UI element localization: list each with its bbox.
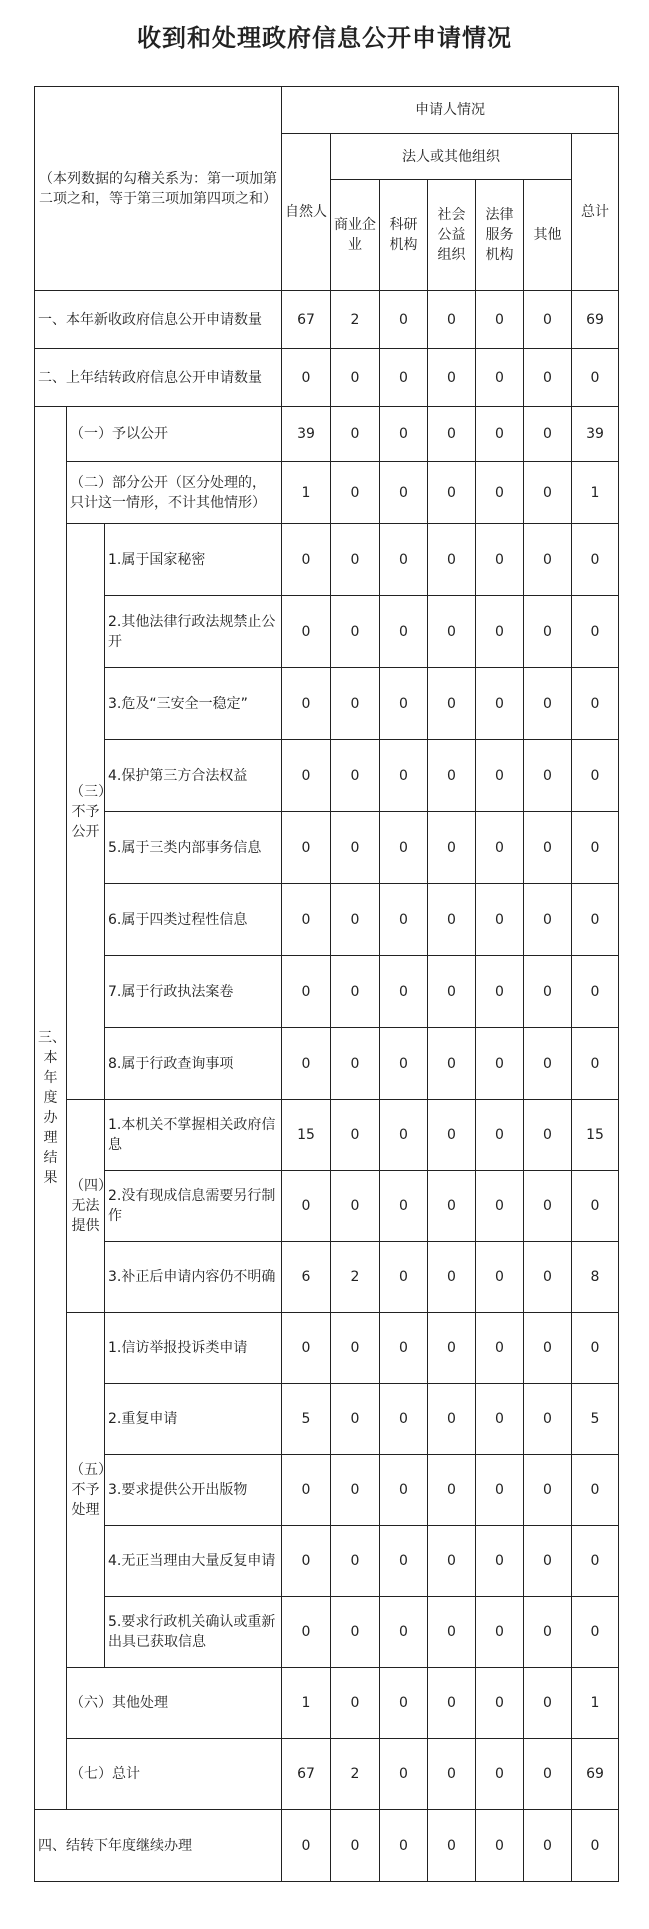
cell-value: 0 bbox=[524, 349, 572, 407]
statistics-table bbox=[34, 86, 619, 1882]
group-label: （三）不予公开 bbox=[67, 524, 105, 1100]
cell-total: 69 bbox=[572, 1739, 619, 1810]
cell-value: 0 bbox=[524, 407, 572, 462]
header-row-1 bbox=[35, 87, 619, 134]
cell-value: 0 bbox=[428, 740, 476, 812]
cell-value: 2 bbox=[331, 1242, 380, 1313]
cell-value: 0 bbox=[476, 1597, 524, 1668]
row-label: 2.没有现成信息需要另行制作 bbox=[105, 1171, 282, 1242]
cell-total: 0 bbox=[572, 349, 619, 407]
table-row bbox=[35, 1313, 619, 1384]
cell-total: 1 bbox=[572, 1668, 619, 1739]
table-row bbox=[35, 1242, 619, 1313]
cell-total: 5 bbox=[572, 1384, 619, 1455]
cell-value: 0 bbox=[380, 1597, 428, 1668]
row-label: 1.属于国家秘密 bbox=[105, 524, 282, 596]
cell-value: 0 bbox=[428, 1597, 476, 1668]
cell-value: 0 bbox=[476, 956, 524, 1028]
row-label: （六）其他处理 bbox=[67, 1668, 282, 1739]
cell-value: 0 bbox=[524, 596, 572, 668]
group-label: （四）无法提供 bbox=[67, 1100, 105, 1313]
cell-value: 0 bbox=[476, 291, 524, 349]
cell-value: 0 bbox=[331, 740, 380, 812]
cell-value: 0 bbox=[476, 524, 524, 596]
cell-total: 0 bbox=[572, 1028, 619, 1100]
cell-value: 0 bbox=[476, 1242, 524, 1313]
header-total: 总计 bbox=[572, 134, 619, 291]
cell-value: 67 bbox=[282, 1739, 331, 1810]
cell-value: 0 bbox=[524, 462, 572, 524]
header-applicant: 申请人情况 bbox=[282, 87, 619, 134]
cell-value: 0 bbox=[282, 596, 331, 668]
cell-value: 0 bbox=[428, 1668, 476, 1739]
table-row bbox=[35, 668, 619, 740]
cell-value: 0 bbox=[380, 1526, 428, 1597]
cell-value: 0 bbox=[476, 1668, 524, 1739]
cell-value: 0 bbox=[428, 462, 476, 524]
cell-value: 0 bbox=[524, 1313, 572, 1384]
table-row bbox=[35, 1100, 619, 1171]
cell-value: 67 bbox=[282, 291, 331, 349]
cell-total: 0 bbox=[572, 812, 619, 884]
cell-total: 0 bbox=[572, 740, 619, 812]
cell-value: 0 bbox=[331, 462, 380, 524]
cell-value: 0 bbox=[524, 1526, 572, 1597]
cell-value: 0 bbox=[282, 1028, 331, 1100]
cell-value: 0 bbox=[282, 1455, 331, 1526]
table-row bbox=[35, 1597, 619, 1668]
cell-value: 0 bbox=[476, 668, 524, 740]
table-row bbox=[35, 1810, 619, 1882]
row-label: 2.重复申请 bbox=[105, 1384, 282, 1455]
row-label: 3.要求提供公开出版物 bbox=[105, 1455, 282, 1526]
table-row bbox=[35, 884, 619, 956]
header-col-research: 科研机构 bbox=[380, 180, 428, 291]
cell-value: 0 bbox=[331, 1810, 380, 1882]
cell-value: 0 bbox=[476, 740, 524, 812]
cell-total: 0 bbox=[572, 1171, 619, 1242]
cell-value: 0 bbox=[331, 349, 380, 407]
cell-value: 0 bbox=[282, 956, 331, 1028]
header-legal-group: 法人或其他组织 bbox=[331, 134, 572, 180]
header-col-other: 其他 bbox=[524, 180, 572, 291]
cell-value: 0 bbox=[428, 1810, 476, 1882]
cell-value: 0 bbox=[428, 884, 476, 956]
table-row bbox=[35, 596, 619, 668]
row-label: 3.危及“三安全一稳定” bbox=[105, 668, 282, 740]
cell-value: 0 bbox=[380, 1668, 428, 1739]
cell-value: 0 bbox=[524, 1597, 572, 1668]
cell-value: 0 bbox=[380, 956, 428, 1028]
cell-value: 0 bbox=[380, 1455, 428, 1526]
cell-value: 0 bbox=[331, 596, 380, 668]
cell-value: 0 bbox=[380, 812, 428, 884]
cell-value: 0 bbox=[524, 668, 572, 740]
cell-value: 0 bbox=[380, 1242, 428, 1313]
cell-value: 0 bbox=[428, 1242, 476, 1313]
cell-total: 0 bbox=[572, 668, 619, 740]
cell-value: 0 bbox=[524, 884, 572, 956]
page-title: 收到和处理政府信息公开申请情况 bbox=[137, 24, 512, 52]
cell-value: 0 bbox=[282, 349, 331, 407]
row-label: 1.本机关不掌握相关政府信息 bbox=[105, 1100, 282, 1171]
cell-total: 15 bbox=[572, 1100, 619, 1171]
group-label: （五）不予处理 bbox=[67, 1313, 105, 1668]
row-label: 8.属于行政查询事项 bbox=[105, 1028, 282, 1100]
cell-value: 0 bbox=[428, 407, 476, 462]
cell-value: 0 bbox=[428, 1455, 476, 1526]
cell-value: 0 bbox=[524, 956, 572, 1028]
table-row bbox=[35, 812, 619, 884]
cell-value: 0 bbox=[282, 1526, 331, 1597]
cell-value: 0 bbox=[476, 812, 524, 884]
row-label: 4.保护第三方合法权益 bbox=[105, 740, 282, 812]
cell-value: 0 bbox=[282, 1171, 331, 1242]
cell-value: 0 bbox=[282, 1597, 331, 1668]
cell-value: 0 bbox=[282, 740, 331, 812]
cell-value: 0 bbox=[524, 1455, 572, 1526]
table-row bbox=[35, 1668, 619, 1739]
cell-value: 0 bbox=[380, 1313, 428, 1384]
cell-value: 0 bbox=[380, 291, 428, 349]
cell-value: 0 bbox=[282, 1810, 331, 1882]
row-label: 二、上年结转政府信息公开申请数量 bbox=[35, 349, 282, 407]
row-label: 3.补正后申请内容仍不明确 bbox=[105, 1242, 282, 1313]
row-label: （二）部分公开（区分处理的，只计这一情形，不计其他情形） bbox=[67, 462, 282, 524]
cell-total: 1 bbox=[572, 462, 619, 524]
cell-value: 0 bbox=[524, 1028, 572, 1100]
cell-total: 8 bbox=[572, 1242, 619, 1313]
row-label: 4.无正当理由大量反复申请 bbox=[105, 1526, 282, 1597]
cell-value: 0 bbox=[476, 1455, 524, 1526]
cell-value: 0 bbox=[428, 1100, 476, 1171]
cell-value: 0 bbox=[331, 524, 380, 596]
cell-value: 0 bbox=[524, 1668, 572, 1739]
header-natural-person: 自然人 bbox=[282, 134, 331, 291]
cell-value: 0 bbox=[428, 812, 476, 884]
cell-total: 0 bbox=[572, 1810, 619, 1882]
row-label: （七）总计 bbox=[67, 1739, 282, 1810]
table-row bbox=[35, 407, 619, 462]
cell-value: 0 bbox=[331, 1597, 380, 1668]
table-row bbox=[35, 740, 619, 812]
row-label: 5.属于三类内部事务信息 bbox=[105, 812, 282, 884]
cell-value: 0 bbox=[282, 524, 331, 596]
cell-value: 0 bbox=[524, 291, 572, 349]
cell-total: 0 bbox=[572, 1313, 619, 1384]
cell-value: 0 bbox=[428, 1526, 476, 1597]
cell-value: 0 bbox=[331, 1171, 380, 1242]
cell-value: 2 bbox=[331, 291, 380, 349]
cell-value: 0 bbox=[331, 812, 380, 884]
cell-value: 0 bbox=[428, 1313, 476, 1384]
cell-value: 0 bbox=[476, 462, 524, 524]
table-row bbox=[35, 462, 619, 524]
cell-value: 0 bbox=[476, 349, 524, 407]
cell-total: 0 bbox=[572, 884, 619, 956]
cell-value: 0 bbox=[476, 1313, 524, 1384]
row-label: 7.属于行政执法案卷 bbox=[105, 956, 282, 1028]
cell-value: 0 bbox=[524, 812, 572, 884]
cell-value: 0 bbox=[380, 1100, 428, 1171]
cell-total: 0 bbox=[572, 1597, 619, 1668]
cell-value: 2 bbox=[331, 1739, 380, 1810]
header-col-public-welfare: 社会公益组织 bbox=[428, 180, 476, 291]
cell-value: 0 bbox=[380, 1810, 428, 1882]
cell-value: 0 bbox=[282, 812, 331, 884]
cell-value: 0 bbox=[380, 462, 428, 524]
cell-value: 0 bbox=[524, 1739, 572, 1810]
cell-total: 0 bbox=[572, 596, 619, 668]
cell-value: 0 bbox=[380, 349, 428, 407]
cell-value: 0 bbox=[282, 668, 331, 740]
cell-value: 0 bbox=[428, 1028, 476, 1100]
cell-value: 0 bbox=[380, 596, 428, 668]
cell-value: 0 bbox=[428, 1384, 476, 1455]
row-label: （一）予以公开 bbox=[67, 407, 282, 462]
cell-value: 0 bbox=[331, 1384, 380, 1455]
cell-value: 0 bbox=[331, 668, 380, 740]
cell-value: 5 bbox=[282, 1384, 331, 1455]
cell-value: 0 bbox=[428, 596, 476, 668]
cell-value: 0 bbox=[380, 524, 428, 596]
cell-total: 0 bbox=[572, 1455, 619, 1526]
table-row bbox=[35, 291, 619, 349]
cell-value: 0 bbox=[380, 668, 428, 740]
cell-value: 0 bbox=[476, 1739, 524, 1810]
header-col-commercial: 商业企业 bbox=[331, 180, 380, 291]
cell-value: 0 bbox=[428, 1171, 476, 1242]
section-three-label: 三、本年度办理结果 bbox=[35, 407, 67, 1810]
cell-value: 0 bbox=[380, 884, 428, 956]
row-label: 5.要求行政机关确认或重新出具已获取信息 bbox=[105, 1597, 282, 1668]
cell-value: 0 bbox=[476, 884, 524, 956]
cell-value: 0 bbox=[428, 1739, 476, 1810]
cell-value: 0 bbox=[524, 1171, 572, 1242]
cell-value: 0 bbox=[331, 1313, 380, 1384]
cell-value: 0 bbox=[331, 1028, 380, 1100]
cell-value: 0 bbox=[476, 1100, 524, 1171]
cell-value: 0 bbox=[428, 524, 476, 596]
row-label: 1.信访举报投诉类申请 bbox=[105, 1313, 282, 1384]
cell-value: 0 bbox=[331, 1668, 380, 1739]
cell-value: 0 bbox=[380, 407, 428, 462]
cell-value: 0 bbox=[428, 956, 476, 1028]
cell-value: 0 bbox=[524, 1100, 572, 1171]
cell-value: 1 bbox=[282, 1668, 331, 1739]
table-row bbox=[35, 1739, 619, 1810]
row-label: 一、本年新收政府信息公开申请数量 bbox=[35, 291, 282, 349]
cell-value: 0 bbox=[476, 1028, 524, 1100]
cell-total: 39 bbox=[572, 407, 619, 462]
cell-value: 0 bbox=[380, 1028, 428, 1100]
row-label: 四、结转下年度继续办理 bbox=[35, 1810, 282, 1882]
table-row bbox=[35, 524, 619, 596]
row-label: 6.属于四类过程性信息 bbox=[105, 884, 282, 956]
cell-value: 15 bbox=[282, 1100, 331, 1171]
cell-value: 0 bbox=[524, 1810, 572, 1882]
cell-value: 6 bbox=[282, 1242, 331, 1313]
cell-value: 0 bbox=[331, 884, 380, 956]
table-row bbox=[35, 1526, 619, 1597]
cell-value: 0 bbox=[428, 291, 476, 349]
cell-value: 0 bbox=[331, 1455, 380, 1526]
cell-value: 0 bbox=[380, 1739, 428, 1810]
cell-value: 0 bbox=[331, 1526, 380, 1597]
header-note: （本列数据的勾稽关系为：第一项加第二项之和，等于第三项加第四项之和） bbox=[35, 87, 282, 291]
table-row bbox=[35, 1028, 619, 1100]
cell-value: 0 bbox=[476, 1526, 524, 1597]
cell-value: 0 bbox=[476, 596, 524, 668]
cell-value: 0 bbox=[524, 1384, 572, 1455]
cell-value: 0 bbox=[476, 1171, 524, 1242]
cell-value: 0 bbox=[331, 956, 380, 1028]
cell-value: 0 bbox=[524, 740, 572, 812]
cell-value: 0 bbox=[331, 1100, 380, 1171]
cell-value: 0 bbox=[524, 524, 572, 596]
cell-total: 69 bbox=[572, 291, 619, 349]
table-row bbox=[35, 1455, 619, 1526]
cell-value: 0 bbox=[524, 1242, 572, 1313]
table-row bbox=[35, 1171, 619, 1242]
table-row bbox=[35, 349, 619, 407]
cell-value: 39 bbox=[282, 407, 331, 462]
cell-value: 0 bbox=[476, 1810, 524, 1882]
cell-value: 1 bbox=[282, 462, 331, 524]
cell-value: 0 bbox=[428, 668, 476, 740]
cell-value: 0 bbox=[428, 349, 476, 407]
cell-value: 0 bbox=[282, 1313, 331, 1384]
row-label: 2.其他法律行政法规禁止公开 bbox=[105, 596, 282, 668]
cell-value: 0 bbox=[476, 407, 524, 462]
cell-total: 0 bbox=[572, 956, 619, 1028]
table-row bbox=[35, 956, 619, 1028]
table-row bbox=[35, 1384, 619, 1455]
cell-value: 0 bbox=[380, 1384, 428, 1455]
cell-total: 0 bbox=[572, 524, 619, 596]
cell-value: 0 bbox=[476, 1384, 524, 1455]
cell-total: 0 bbox=[572, 1526, 619, 1597]
cell-value: 0 bbox=[380, 1171, 428, 1242]
cell-value: 0 bbox=[380, 740, 428, 812]
cell-value: 0 bbox=[331, 407, 380, 462]
cell-value: 0 bbox=[282, 884, 331, 956]
header-col-legal-service: 法律服务机构 bbox=[476, 180, 524, 291]
